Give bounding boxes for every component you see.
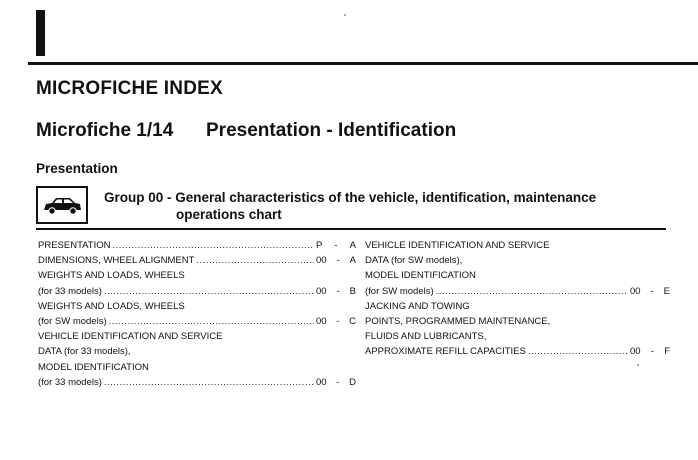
fiche-letter: F (664, 346, 670, 358)
fiche-reference (316, 253, 356, 268)
fiche-code: 00 (630, 285, 641, 297)
index-entry-text: MODEL IDENTIFICATION (38, 361, 149, 373)
index-entry-text: JACKING AND TOWING (365, 300, 470, 312)
index-entry-text: VEHICLE IDENTIFICATION AND SERVICE (365, 240, 550, 251)
fiche-letter: A (349, 255, 356, 267)
dot-leader (104, 284, 314, 299)
index-entry (38, 238, 356, 253)
scan-speck (637, 364, 639, 366)
index-entry-text: (for SW models) (365, 285, 434, 297)
microfiche-heading (36, 120, 456, 142)
group-title-line2: operations chart (176, 207, 282, 222)
index-entry-text: DIMENSIONS, WHEEL ALIGNMENT (38, 255, 195, 267)
index-entry-text: VEHICLE IDENTIFICATION AND SERVICE (38, 331, 223, 343)
index-entry (38, 314, 356, 329)
fiche-letter: A (349, 240, 356, 251)
fiche-reference (316, 314, 356, 329)
index-entry (365, 329, 670, 344)
index-entry (38, 360, 356, 375)
index-entry-text: POINTS, PROGRAMMED MAINTENANCE, (365, 315, 551, 327)
index-entry-text: FLUIDS AND LUBRICANTS, (365, 331, 487, 343)
dot-leader (104, 375, 314, 390)
index-entry (365, 299, 670, 314)
fiche-code: 00 (316, 285, 327, 297)
fiche-reference (316, 375, 356, 390)
dot-leader (436, 284, 628, 299)
index-entry (38, 253, 356, 268)
index-entry (38, 329, 356, 344)
page-marker-bar (36, 10, 45, 56)
group-rule (36, 228, 666, 230)
header-rule (28, 62, 698, 65)
car-icon (36, 186, 88, 224)
group-title-line1: Group 00 - General characteristics of the vehicle, identification, maintenance (104, 190, 597, 205)
fiche-code: 00 (316, 255, 327, 267)
fiche-separator: - (336, 376, 340, 388)
fiche-separator: - (334, 240, 338, 251)
index-entry-text: APPROXIMATE REFILL CAPACITIES (365, 346, 526, 358)
index-entry (38, 344, 356, 359)
index-entry-text: (for SW models) (38, 315, 107, 327)
index-entry-text: (for 33 models) (38, 285, 102, 297)
fiche-code: P (316, 240, 323, 251)
fiche-separator: - (336, 255, 340, 267)
fiche-letter: C (349, 315, 356, 327)
fiche-separator: - (336, 285, 340, 297)
index-entry (38, 284, 356, 299)
fiche-reference (630, 284, 670, 299)
index-entry (365, 253, 670, 268)
scan-speck (344, 14, 346, 16)
index-entry (38, 299, 356, 314)
microfiche-topic: Presentation - Identification (206, 120, 457, 141)
right-index-column (365, 238, 670, 360)
fiche-separator: - (336, 315, 340, 327)
dot-leader (109, 314, 314, 329)
group-title (104, 189, 664, 223)
left-index-column (38, 238, 356, 390)
fiche-separator: - (650, 285, 654, 297)
index-entry-text: (for 33 models) (38, 376, 102, 388)
index-entry (365, 314, 670, 329)
index-entry-text: WEIGHTS AND LOADS, WHEELS (38, 300, 185, 312)
fiche-letter: D (349, 376, 356, 388)
index-entry-text: MODEL IDENTIFICATION (365, 270, 476, 282)
fiche-code: 00 (316, 315, 327, 327)
microfiche-number: Microfiche 1/14 (36, 120, 174, 141)
index-entry-text: DATA (for SW models), (365, 255, 463, 267)
fiche-separator: - (650, 346, 654, 358)
fiche-letter: E (663, 285, 670, 297)
index-entry (365, 284, 670, 299)
index-entry-text: DATA (for 33 models), (38, 346, 131, 358)
index-entry (365, 238, 670, 253)
index-entry (365, 344, 670, 359)
index-title: MICROFICHE INDEX (36, 78, 223, 99)
dot-leader (113, 238, 315, 253)
section-title: Presentation (36, 161, 118, 176)
fiche-reference (316, 238, 356, 253)
fiche-reference (316, 284, 356, 299)
index-entry-text: WEIGHTS AND LOADS, WHEELS (38, 270, 185, 282)
index-entry (38, 268, 356, 283)
fiche-code: 00 (316, 376, 327, 388)
index-entry (38, 375, 356, 390)
dot-leader (528, 344, 628, 359)
index-entry (365, 268, 670, 283)
index-entry-text: PRESENTATION (38, 240, 111, 251)
fiche-reference (630, 344, 670, 359)
fiche-code: 00 (630, 346, 641, 358)
dot-leader (196, 253, 314, 268)
fiche-letter: B (349, 285, 356, 297)
